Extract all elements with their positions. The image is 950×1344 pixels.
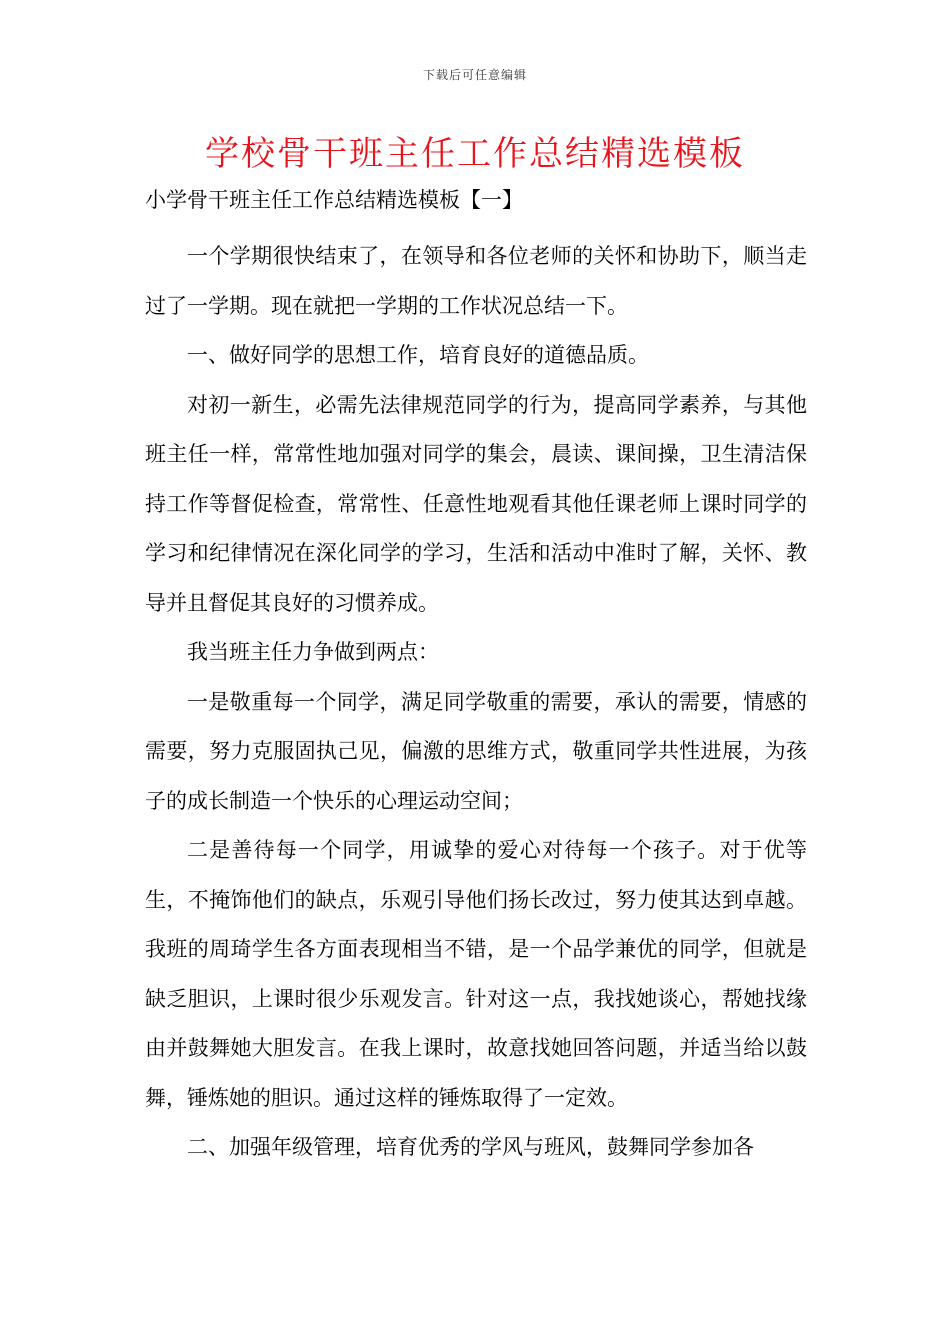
paragraph: 二是善待每一个同学，用诚挚的爱心对待每一个孩子。对于优等生，不掩饰他们的缺点，乐观引导他们扬长改过，努力使其达到卓越。我班的周琦学生各方面表现相当不错，是一个品学兼优的同学，但就是缺乏胆识，上课时很少乐观发言。针对这一点，我找她谈心，帮她找缘由并鼓舞她大胆发言。在我上课时，故意找她回答问题，并适当给以鼓舞，锤炼她的胆识。通过这样的锤炼取得了一定效。 — [145, 838, 807, 1110]
section-heading: 二、加强年级管理，培育优秀的学风与班风，鼓舞同学参加各 — [187, 1135, 754, 1159]
page-header-note: 下载后可任意编辑 — [422, 68, 527, 82]
paragraph: 一是敬重每一个同学，满足同学敬重的需要，承认的需要，情感的需要，努力克服固执己见，偏激的思维方式，敬重同学共性进展，为孩子的成长制造一个快乐的心理运动空间； — [145, 689, 807, 813]
paragraph: 一个学期很快结束了，在领导和各位老师的关怀和协助下，顺当走过了一学期。现在就把一学期的工作状况总结一下。 — [145, 244, 807, 318]
document-title: 学校骨干班主任工作总结精选模板 — [205, 134, 745, 174]
document-subtitle: 小学骨干班主任工作总结精选模板【一】 — [145, 188, 523, 212]
paragraph: 我当班主任力争做到两点： — [187, 640, 439, 664]
document-body — [145, 182, 807, 1173]
paragraph: 对初一新生，必需先法律规范同学的行为，提高同学素养，与其他班主任一样，常常性地加强对同学的集会，晨读、课间操，卫生清洁保持工作等督促检查，常常性、任意性地观看其他任课老师上课时同学的学习和纪律情况在深化同学的学习，生活和活动中准时了解，关怀、教导并且督促其良好的习惯养成。 — [145, 392, 807, 615]
section-heading: 一、做好同学的思想工作，培育良好的道德品质。 — [187, 343, 649, 367]
